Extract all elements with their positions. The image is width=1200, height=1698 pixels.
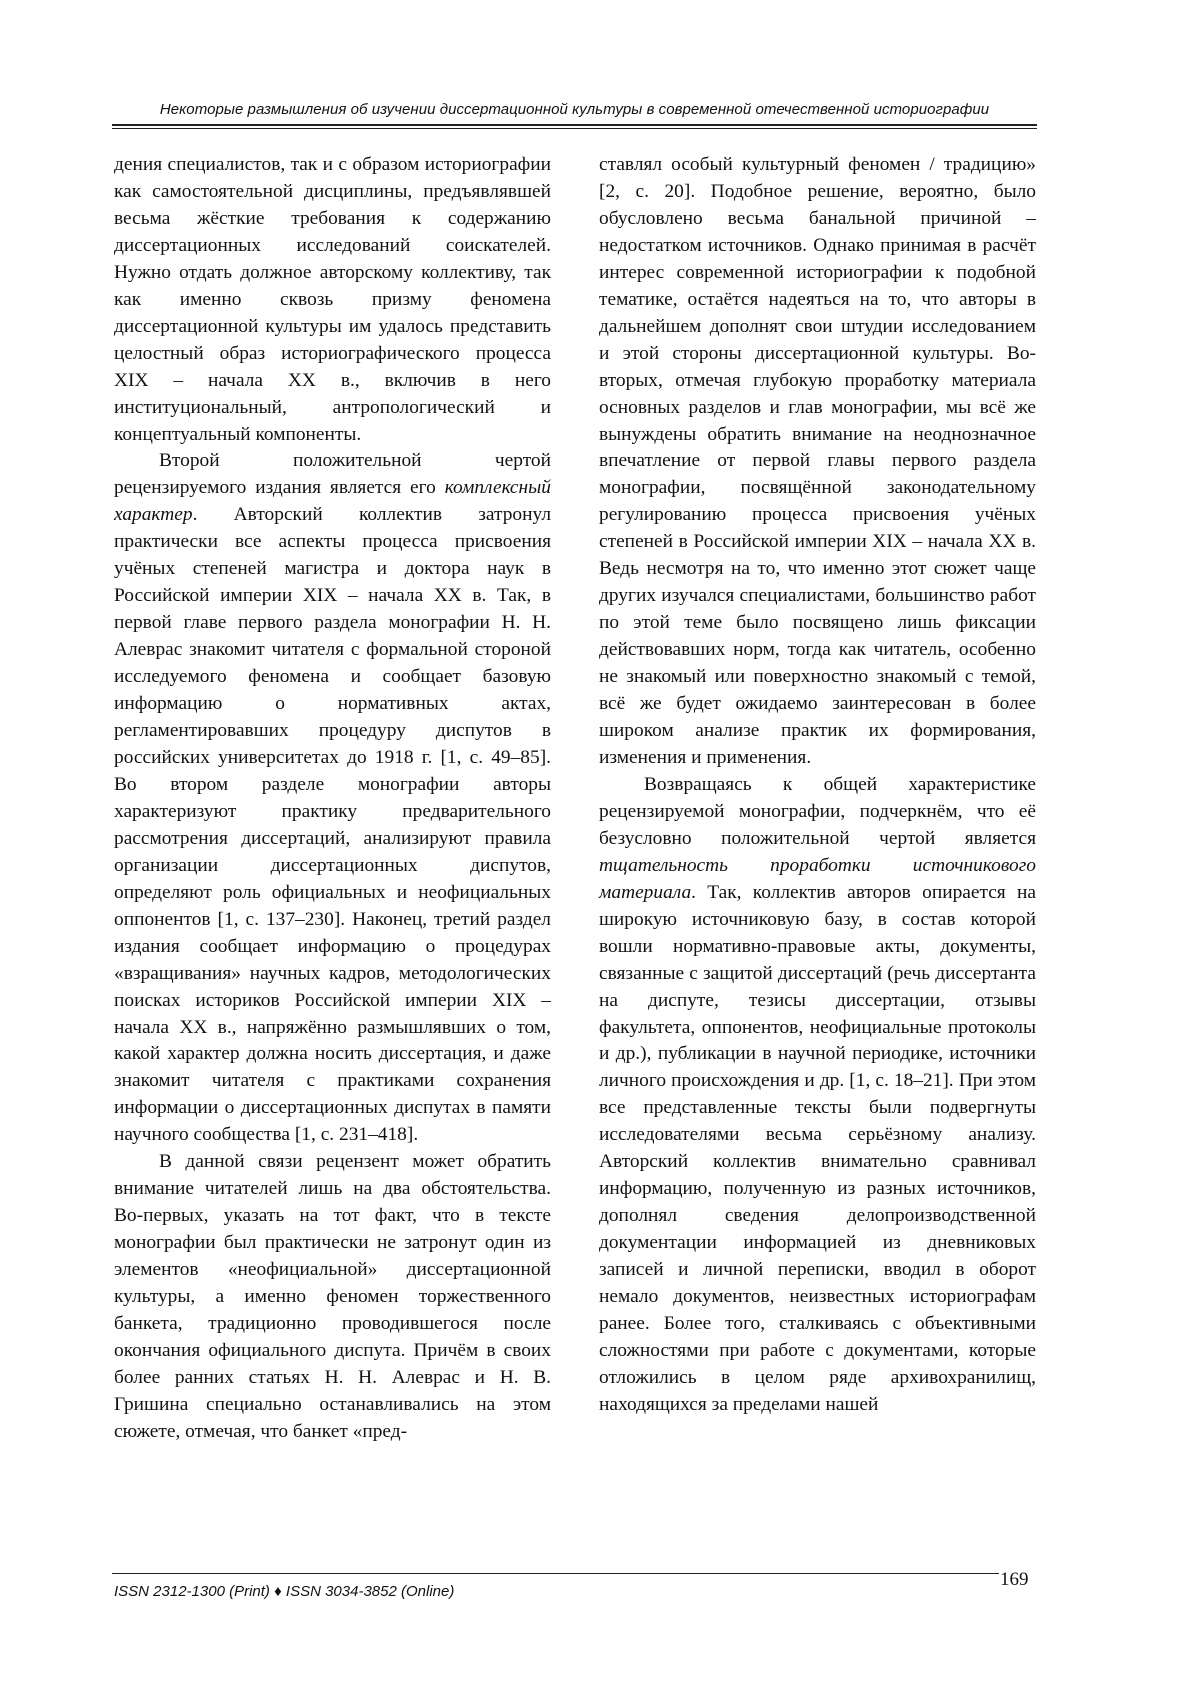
page-number: 169 (1000, 1569, 1029, 1590)
emphasis-text: тщательность проработки источникового материала (599, 854, 1036, 903)
text-run: Возвращаясь к общей характеристике рецензируемой монографии, подчеркнём, что её безусловно положительной чертой является (599, 773, 1036, 849)
paragraph-continuation: ставлял особый культурный феномен / традицию» [2, с. 20]. Подобное решение, вероятно, было обусловлено весьма банальной причиной – недостатком источников. Однако принимая в расчёт интерес современной историографии к подобной тематике, остаётся надеяться на то, что авторы в дальнейшем дополнят свои штудии исследованием и этой стороны диссертационной культуры. Во-вторых, отмечая глубокую проработку материала основных разделов и глав монографии, мы всё же вынуждены обратить внимание на неоднозначное впечатление от первой главы первого раздела монографии, посвящённой законодательному регулированию процесса присвоения учёных степеней в Российской империи XIX – начала XX в. Ведь несмотря на то, что именно этот сюжет чаще других изучался специалистами, большинство работ по этой теме было посвящено лишь фиксации действовавших норм, тогда как читатель, особенно не знакомый или поверхностно знакомый с темой, всё же будет ожидаемо заинтересован в более широком анализе практик их формирования, изменения и применения. (599, 154, 1036, 768)
left-column (114, 152, 551, 1446)
paragraph-two-circumstances: В данной связи рецензент может обратить внимание читателей лишь на два обстоятельства. Во-первых, указать на тот факт, что в тексте монографии был практически не затронут один из элементов «неофициальной» диссертационной культуры, а именно феномен торжественного банкета, традиционно проводившегося после окончания официального диспута. Причём в своих более ранних статьях Н. Н. Алеврас и Н. В. Гришина специально останавливались на этом сюжете, отмечая, что банкет «пред- (114, 1151, 551, 1442)
emphasis-text: комплексный характер (114, 477, 551, 526)
text-run: Второй положительной чертой рецензируемого издания является его (114, 450, 551, 499)
header-rule-thick (112, 124, 1037, 126)
paragraph-sources (599, 772, 1036, 1419)
paragraph-complex-character (114, 448, 551, 1149)
text-run: . Авторский коллектив затронул практически все аспекты процесса присвоения учёных степеней магистра и доктора наук в Российской империи XIX – начала XX в. Так, в первой главе первого раздела монографии Н. Н. Алеврас знакомит читателя с формальной стороной исследуемого феномена и сообщает базовую информацию о нормативных актах, регламентировавших процедуру диспутов в российских университетах до 1918 г. [1, с. 49–85]. Во втором разделе монографии авторы характеризуют практику предварительного рассмотрения диссертаций, анализируют правила организации диссертационных диспутов, определяют роль официальных и неофициальных оппонентов [1, с. 137–230]. Наконец, третий раздел издания сообщает информацию о процедурах «взращивания» научных кадров, методологических поисках историков Российской империи XIX – начала XX в., напряжённо размышлявших о том, какой характер должна носить диссертация, и даже знакомит читателя с практиками сохранения информации о диссертационных диспутах в памяти научного сообщества [1, с. 231–418]. (114, 504, 551, 1146)
footer-rule (112, 1573, 999, 1574)
issn-line: ISSN 2312-1300 (Print) ♦ ISSN 3034-3852 (Online) (114, 1583, 455, 1600)
header-rule-thin (112, 128, 1037, 129)
running-head: Некоторые размышления об изучении диссертационной культуры в современной отечественной историографии (159, 101, 990, 118)
paragraph-continuation: дения специалистов, так и с образом историографии как самостоятельной дисциплины, предъявлявшей весьма жёсткие требования к содержанию диссертационных исследований соискателей. Нужно отдать должное авторскому коллективу, так как именно сквозь призму феномена диссертационной культуры им удалось представить целостный образ историографического процесса XIX – начала XX в., включив в него институциональный, антропологический и концептуальный компоненты. (114, 154, 551, 445)
text-run: . Так, коллектив авторов опирается на широкую источниковую базу, в состав которой вошли нормативно-правовые акты, документы, связанные с защитой диссертаций (речь диссертанта на диспуте, тезисы диссертации, отзывы факультета, оппонентов, неофициальные протоколы и др.), публикации в научной периодике, источники личного происхождения и др. [1, с. 18–21]. При этом все представленные тексты были подвергнуты исследователями весьма серьёзному анализу. Авторский коллектив внимательно сравнивал информацию, полученную из разных источников, дополнял сведения делопроизводственной документации информацией из дневниковых записей и личной переписки, вводил в оборот немало документов, неизвестных историографам ранее. Более того, сталкиваясь с объективными сложностями при работе с документами, которые отложились в целом ряде архивохранилищ, находящихся за пределами нашей (599, 881, 1036, 1415)
right-column (599, 152, 1036, 1419)
